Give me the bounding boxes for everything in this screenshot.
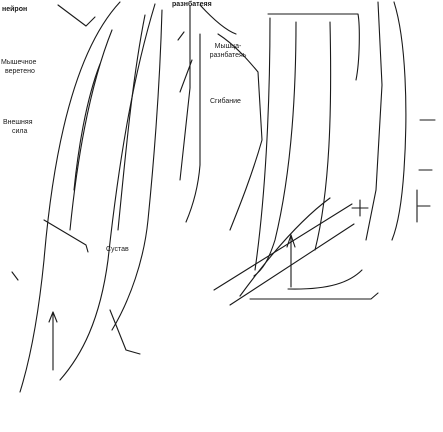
right-frame-top xyxy=(268,14,359,80)
base-curve xyxy=(288,270,362,289)
center-box xyxy=(218,34,262,230)
diagonal-3 xyxy=(240,198,330,296)
label-muscle-fiber-top: разнбатеяя xyxy=(172,1,212,8)
far-right-spindle xyxy=(366,2,382,240)
label-outer-wall-2: сила xyxy=(12,128,28,135)
label-smooth-muscle-1: Мышечное xyxy=(1,59,37,66)
far-right-line xyxy=(392,2,406,240)
central-spindle-right xyxy=(200,5,236,34)
central-spindle-cap xyxy=(178,32,184,40)
left-label-bracket-2 xyxy=(12,272,18,280)
label-neuron: нейрон xyxy=(2,6,28,13)
label-smooth-muscle-2: веретено xyxy=(5,68,35,75)
left-spindle-inner xyxy=(70,30,112,230)
central-spindle-left xyxy=(180,6,190,180)
neuron-fiber xyxy=(58,5,95,26)
central-leaf-rib xyxy=(118,15,145,230)
left-label-bracket xyxy=(44,220,88,252)
right-frame-right xyxy=(315,22,331,250)
label-contraction: Сгибание xyxy=(210,98,241,105)
label-outer-wall-1: Внешняя xyxy=(3,119,33,126)
diagonal-2 xyxy=(230,224,354,305)
label-joint: Сустав xyxy=(106,246,129,253)
left-spindle-inner-2 xyxy=(74,64,100,190)
base-line xyxy=(250,293,378,299)
label-muscle-fiber-mid-1: Мышца- xyxy=(214,43,242,50)
label-muscle-fiber-mid-2: разнбатеяь xyxy=(209,52,247,59)
center-box-left xyxy=(186,34,200,222)
joint-connector xyxy=(110,310,140,354)
